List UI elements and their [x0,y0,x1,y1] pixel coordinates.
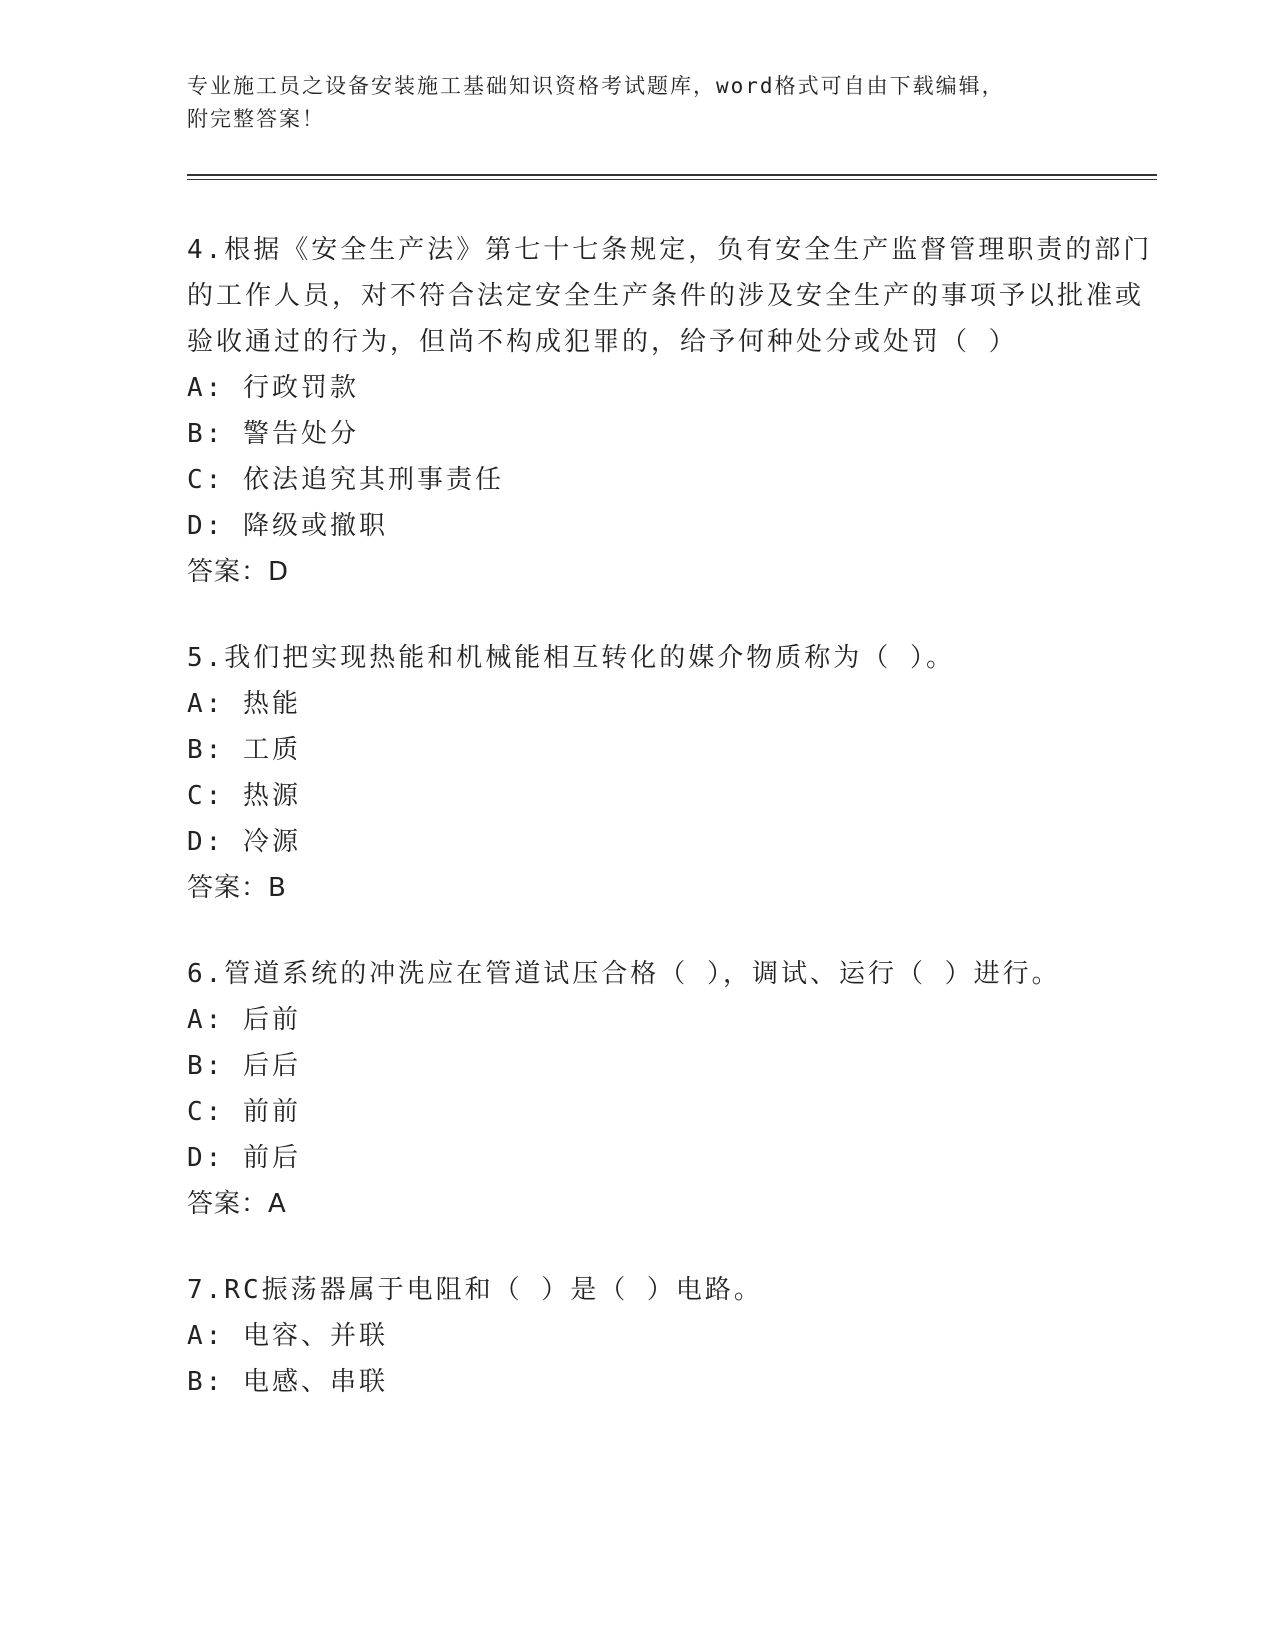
option-c: C: 前前 [187,1097,301,1127]
question-4 [187,227,1157,595]
question-stem: 4.根据《安全生产法》第七十七条规定，负有安全生产监督管理职责的部门的工作人员，对不符合法定安全生产条件的涉及安全生产的事项予以批准或验收通过的行为，但尚不构成犯罪的，给予何种处分或处罚（ ） [187,235,1153,357]
document-page [187,70,1157,1405]
option-d: D: 冷源 [187,827,301,857]
document-header: 专业施工员之设备安装施工基础知识资格考试题库，word格式可自由下载编辑， 附完整答案！ [187,74,1005,131]
question-stem: 6.管道系统的冲洗应在管道试压合格（ ），调试、运行（ ）进行。 [187,959,1061,989]
option-b: B: 电感、串联 [187,1367,388,1397]
answer: 答案：D [187,557,290,587]
answer: 答案：A [187,1189,287,1219]
option-c: C: 热源 [187,781,301,811]
option-b: B: 后后 [187,1051,301,1081]
header-divider-bottom [187,179,1157,180]
option-a: A: 后前 [187,1005,301,1035]
option-b: B: 工质 [187,735,301,765]
answer: 答案：B [187,873,287,903]
question-stem: 5.我们把实现热能和机械能相互转化的媒介物质称为（ ）。 [187,643,955,673]
option-d: D: 降级或撤职 [187,511,388,541]
option-a: A: 行政罚款 [187,373,359,403]
question-5 [187,635,1157,911]
question-7 [187,1267,1157,1405]
question-6 [187,951,1157,1227]
option-d: D: 前后 [187,1143,301,1173]
option-b: B: 警告处分 [187,419,359,449]
option-a: A: 热能 [187,689,301,719]
option-c: C: 依法追究其刑事责任 [187,465,504,495]
question-stem: 7.RC振荡器属于电阻和（ ）是（ ）电路。 [187,1275,763,1305]
option-a: A: 电容、并联 [187,1321,388,1351]
header-divider-top [187,174,1157,176]
